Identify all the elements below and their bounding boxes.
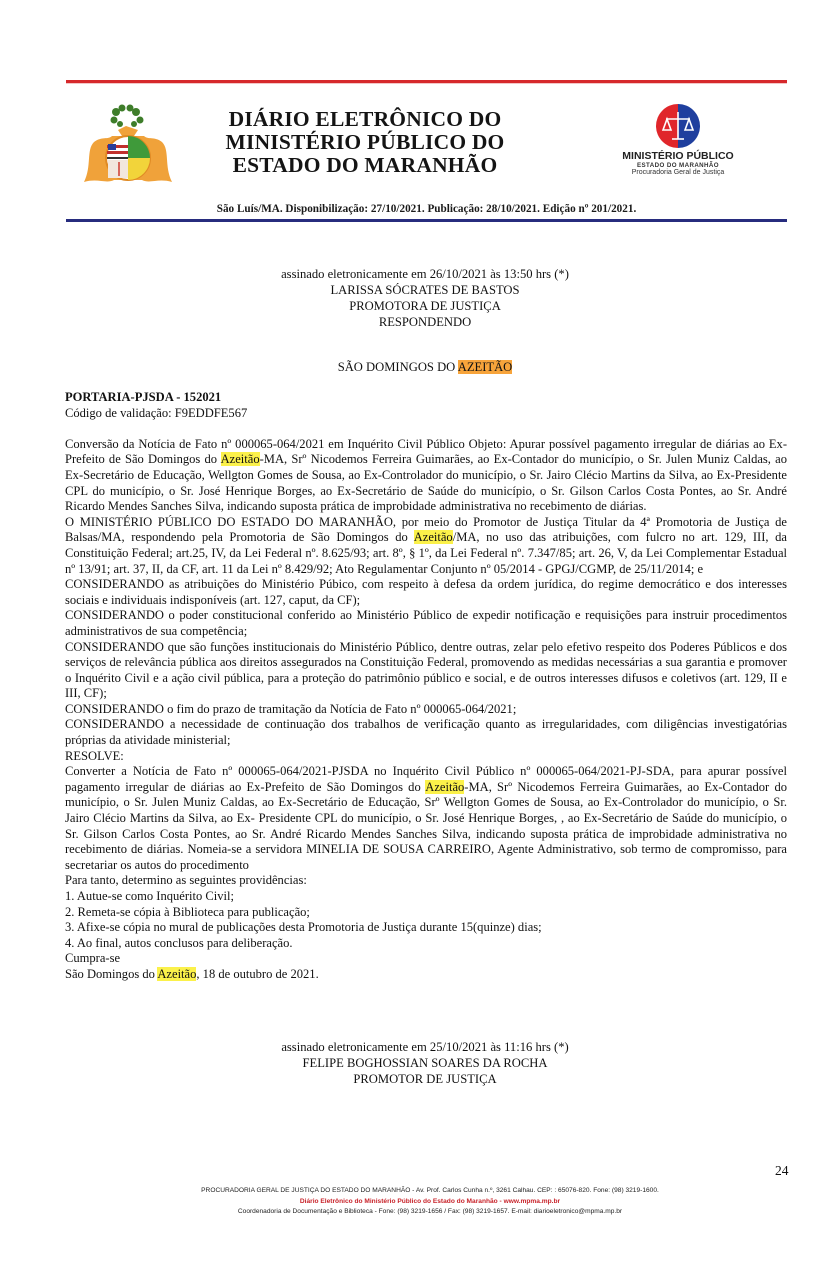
highlighted-term: AZEITÃO xyxy=(457,360,513,374)
footer-address: PROCURADORIA GERAL DE JUSTIÇA DO ESTADO DO MARANHÃO - Av. Prof. Carlos Cunha n.º, 3261 Calhau. CEP: : 65076-820. Fone: (98) 3219-1600. xyxy=(201,1187,659,1194)
signature-block-bottom xyxy=(200,1039,650,1087)
list-item: 4. Ao final, autos conclusos para deliberação. xyxy=(65,935,293,950)
signature-block-top xyxy=(200,266,650,330)
logo-line-procuradoria: Procuradoria Geral de Justiça xyxy=(631,169,725,176)
signature-timestamp: assinado eletronicamente em 25/10/2021 às 11:16 hrs (*) xyxy=(281,1040,569,1054)
paragraph-considerando: CONSIDERANDO as atribuições do Ministério Púbico, com respeito à defesa da ordem jurídica, do regime democrático e dos interesses sociais e individuais indisponíveis (art. 127, caput, da CF); xyxy=(65,577,787,607)
section-heading xyxy=(200,359,650,375)
paragraph-considerando: CONSIDERANDO a necessidade de continuação dos trabalhos de verificação quanto as irregularidades, com diligências investigatórias próprias da atividade ministerial; xyxy=(65,717,787,748)
portaria-title: PORTARIA-PJSDA - 152021 xyxy=(65,390,222,404)
paragraph-ministerio: O MINISTÉRIO PÚBLICO DO ESTADO DO MARANHÃO, por meio do Promotor de Justiça Titular da 4ª Promotoria de Justiça de Balsas/MA, respondendo pela Promotoria de São Domingos do Azeitão/MA, no uso das atribuições, com fulcro no art. 129, III, da Constituição Federal; art.25, IV, da Lei Federal nº. 8.625/93; art. 8º, § 1º, da Lei Federal nº. 7.347/85; art. 26, V, da Lei Complementar Estadual nº 13/91; art. 37, II, da CF, art. 11 da Lei nº 8.429/92; Ato Regulamentar Conjunto nº 05/2014 - GPGJ/CGMP, de 25/11/2014; e xyxy=(65,514,787,576)
paragraph-providencias: Para tanto, determino as seguintes providências: xyxy=(65,873,307,888)
publication-title xyxy=(200,108,530,177)
paragraph-resolve: RESOLVE: xyxy=(65,748,124,763)
place-date: São Domingos do Azeitão, 18 de outubro de 2021. xyxy=(65,966,319,981)
footer-website-link[interactable]: Diário Eletrônico do Ministério Público do Estado do Maranhão - www.mpma.mp.br xyxy=(299,1197,561,1205)
scales-of-justice-icon xyxy=(655,103,701,149)
signer-name: FELIPE BOGHOSSIAN SOARES DA ROCHA xyxy=(302,1056,548,1070)
list-item: 3. Afixe-se cópia no mural de publicações desta Promotoria de Justiça durante 15(quinze) dias; xyxy=(65,920,542,935)
footer-contact: Coordenadoria de Documentação e Biblioteca - Fone: (98) 3219-1656 / Fax: (98) 3219-1657. E-mail: diarioeletronico@mpma.mp.br xyxy=(237,1208,623,1215)
signer-role: PROMOTOR DE JUSTIÇA xyxy=(353,1072,497,1086)
ministerio-publico-logo xyxy=(608,103,748,183)
highlighted-term: Azeitão xyxy=(425,779,465,794)
list-item: 1. Autue-se como Inquérito Civil; xyxy=(65,889,235,903)
header-top-rule xyxy=(66,80,787,84)
header-bottom-rule xyxy=(66,219,787,222)
document-body xyxy=(65,390,787,983)
paragraph-converter: Converter a Notícia de Fato nº 000065-064/2021-PJSDA no Inquérito Civil Público nº 000065-064/2021-PJ-SDA, para apurar possível pagamento irregular de diárias ao Ex-Prefeito de São Domingos do Azeitão-MA, Srº Nicodemos Ferreira Guimarães, ao Ex-Contador do município, o Sr. Julen Muniz Caldas, ao Ex-Secretário de Educação, Srº Wellgton Gomes de Sousa, ao Ex-Controlador do município, o Sr. Jairo Clécio Martins da Silva, ao Ex- Presidente CPL do município, o Sr. José Henrique Borges, , ao Ex-Secretário de Saúde do município, o Sr. Gilson Carlos Costa Pontes, ao Sr. André Ricardo Mendes Sanches Silva, indicando suposta prática de improbidade administrativa no recebimento de diárias. Nomeia-se a servidora MINELIA DE SOUSA CARREIRO, Agente Administrativo, sob termo de compromisso, para secretariar os autos do procedimento xyxy=(65,764,787,872)
highlighted-term: Azeitão xyxy=(157,966,197,981)
paragraph-considerando: CONSIDERANDO o poder constitucional conferido ao Ministério Público de expedir notificação e requisições para instruir procedimentos administrativos de sua competência; xyxy=(65,608,787,638)
publication-title-line: MINISTÉRIO PÚBLICO DO xyxy=(225,130,505,154)
highlighted-term: Azeitão xyxy=(220,452,260,467)
paragraph-considerando: CONSIDERANDO o fim do prazo de tramitação da Notícia de Fato nº 000065-064/2021; xyxy=(65,701,517,716)
paragraph-considerando: CONSIDERANDO que são funções institucionais do Ministério Público, dentre outras, zelar pelo efetivo respeito dos Poderes Públicos e dos serviços de relevância pública aos direitos assegurados na Constituição Federal, promovendo as medidas necessárias a sua garantia e promover o Inquérito Civil e a ação civil pública, para a proteção do patrimônio público e social, e de outros interesses difusos e coletivos (art. 129, II e III, CF); xyxy=(65,639,787,701)
publication-title-line: ESTADO DO MARANHÃO xyxy=(232,153,498,177)
state-coat-of-arms-icon xyxy=(78,100,178,190)
publication-title-line: DIÁRIO ELETRÔNICO DO xyxy=(228,107,502,131)
signer-status: RESPONDENDO xyxy=(378,315,472,329)
edition-info: São Luís/MA. Disponibilização: 27/10/2021. Publicação: 28/10/2021. Edição nº 201/2021. xyxy=(216,203,637,215)
signature-timestamp: assinado eletronicamente em 26/10/2021 às 13:50 hrs (*) xyxy=(281,267,569,281)
validation-code: Código de validação: F9EDDFE567 xyxy=(65,405,248,420)
paragraph-object: Conversão da Notícia de Fato nº 000065-064/2021 em Inquérito Civil Público Objeto: Apurar possível pagamento irregular de diárias ao Ex-Prefeito de São Domingos do Azeitão-MA, Srº Nicodemos Ferreira Guimarães, ao Ex-Contador do município, o Sr. Julen Muniz Caldas, ao Ex-Secretário de Educação, Wellgton Gomes de Sousa, ao Ex-Controlador do município, o Sr. Jairo Clécio Martins da Silva, ao Ex-Presidente CPL do município, o Sr. José Henrique Borges, ao Ex-Secretário de Saúde do município, o Sr. Gilson Carlos Costa Pontes, ao Sr. André Ricardo Mendes Sanches Silva, indicando suposta prática de improbidade administrativa no recebimento de diárias. xyxy=(65,436,787,514)
signer-name: LARISSA SÓCRATES DE BASTOS xyxy=(330,283,520,297)
closing: Cumpra-se xyxy=(65,951,121,966)
page-number: 24 xyxy=(775,1163,789,1178)
signer-role: PROMOTORA DE JUSTIÇA xyxy=(349,299,501,313)
page-footer xyxy=(120,1186,740,1218)
logo-line-estado: ESTADO DO MARANHÃO xyxy=(636,162,720,169)
highlighted-term: Azeitão xyxy=(413,530,453,545)
list-item: 2. Remeta-se cópia à Biblioteca para publicação; xyxy=(65,904,310,919)
logo-line-ministerio: MINISTÉRIO PÚBLICO xyxy=(622,150,734,162)
section-heading-prefix: SÃO DOMINGOS DO xyxy=(337,360,458,374)
